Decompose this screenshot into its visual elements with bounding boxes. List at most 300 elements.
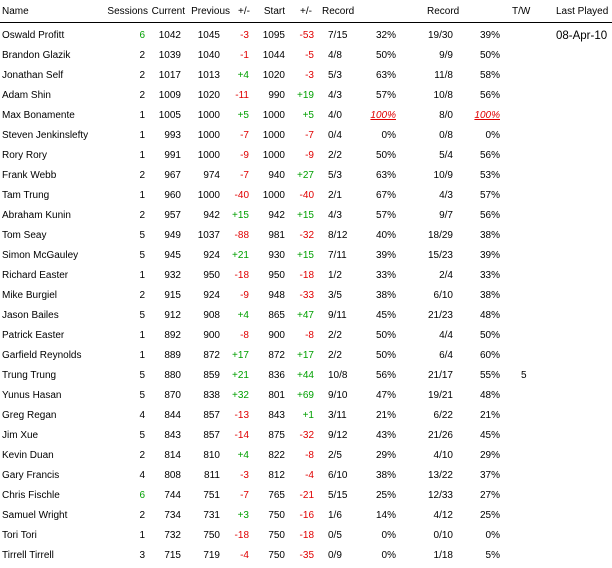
current-rating: 744 [164, 490, 181, 501]
start-rating: 765 [268, 490, 285, 501]
table-row [0, 146, 612, 166]
pct-recent: 63% [375, 170, 396, 181]
record-recent: 2/2 [328, 350, 342, 361]
last-played-date: 08-Apr-10 [556, 30, 608, 42]
diff-start: -53 [299, 30, 314, 41]
pct-total: 0% [485, 530, 500, 541]
record-total: 21/26 [427, 430, 453, 441]
pct-recent: 38% [375, 470, 396, 481]
current-rating: 945 [164, 250, 181, 261]
start-rating: 942 [268, 210, 285, 221]
diff-start: -40 [299, 190, 314, 201]
diff-start: -5 [305, 50, 314, 61]
pct-recent: 14% [375, 510, 396, 521]
previous-rating: 1000 [197, 110, 220, 121]
pct-recent: 0% [381, 530, 396, 541]
sessions-count: 2 [139, 50, 145, 61]
diff-start: -18 [299, 270, 314, 281]
tw-value [521, 86, 535, 106]
start-rating: 801 [268, 390, 285, 401]
diff-previous: -13 [234, 410, 249, 421]
table-row [0, 346, 612, 366]
pct-total: 56% [479, 210, 500, 221]
current-rating: 960 [164, 190, 181, 201]
record-recent: 1/2 [328, 270, 342, 281]
start-rating: 750 [268, 530, 285, 541]
diff-previous: +5 [237, 110, 249, 121]
pct-recent: 50% [375, 150, 396, 161]
table-row [0, 126, 612, 146]
current-rating: 949 [164, 230, 181, 241]
current-rating: 843 [164, 430, 181, 441]
previous-rating: 1037 [197, 230, 220, 241]
table-row [0, 66, 612, 86]
record-total: 8/0 [439, 110, 453, 121]
pct-total: 21% [479, 410, 500, 421]
previous-rating: 974 [203, 170, 220, 181]
current-rating: 1042 [158, 30, 181, 41]
table-row [0, 366, 612, 386]
sessions-count: 1 [139, 110, 145, 121]
record-recent: 9/12 [328, 430, 348, 441]
record-total: 6/22 [433, 410, 453, 421]
player-name: Jim Xue [2, 430, 39, 441]
diff-previous: +21 [232, 370, 249, 381]
pct-recent: 29% [375, 450, 396, 461]
header-record-1: Record [322, 6, 355, 17]
player-name: Yunus Hasan [2, 390, 62, 401]
pct-recent: 100% [370, 110, 396, 121]
start-rating: 822 [268, 450, 285, 461]
tw-value [521, 466, 535, 486]
tw-value [521, 106, 535, 126]
diff-start: +47 [297, 310, 314, 321]
pct-recent: 57% [375, 210, 396, 221]
diff-start: +5 [302, 110, 314, 121]
player-name: Abraham Kunin [2, 210, 71, 221]
record-recent: 2/2 [328, 150, 342, 161]
tw-value [521, 266, 535, 286]
record-recent: 9/11 [328, 310, 347, 321]
tw-value [521, 446, 535, 466]
record-total: 19/30 [427, 30, 453, 41]
tw-value [521, 246, 535, 266]
header-current: Current [151, 6, 185, 17]
record-recent: 1/6 [328, 510, 342, 521]
previous-rating: 1000 [197, 150, 220, 161]
pct-recent: 50% [375, 330, 396, 341]
record-total: 21/23 [427, 310, 453, 321]
sessions-count: 2 [139, 510, 145, 521]
record-total: 4/3 [439, 190, 453, 201]
previous-rating: 1013 [197, 70, 220, 81]
header-tw: T/W [512, 6, 531, 17]
record-recent: 2/5 [328, 450, 342, 461]
record-total: 9/9 [439, 50, 453, 61]
header-name: Name [2, 6, 29, 17]
start-rating: 1000 [262, 110, 285, 121]
pct-recent: 56% [375, 370, 396, 381]
player-name: Tori Tori [2, 530, 37, 541]
sessions-count: 2 [139, 450, 145, 461]
record-total: 10/9 [433, 170, 453, 181]
diff-start: -4 [305, 470, 314, 481]
table-row [0, 486, 612, 506]
current-rating: 892 [164, 330, 181, 341]
record-total: 21/17 [427, 370, 453, 381]
table-row [0, 386, 612, 406]
diff-start: +44 [297, 370, 314, 381]
start-rating: 1095 [262, 30, 285, 41]
diff-previous: +17 [232, 350, 249, 361]
diff-previous: -11 [235, 90, 249, 101]
record-recent: 3/5 [328, 290, 342, 301]
diff-start: -16 [299, 510, 314, 521]
record-recent: 4/8 [328, 50, 342, 61]
sessions-count: 2 [139, 210, 145, 221]
sessions-count: 5 [139, 390, 145, 401]
player-name: Patrick Easter [2, 330, 65, 341]
pct-total: 56% [479, 90, 500, 101]
start-rating: 940 [268, 170, 285, 181]
diff-previous: -40 [234, 190, 249, 201]
pct-recent: 25% [375, 490, 396, 501]
player-name: Richard Easter [2, 270, 69, 281]
record-recent: 0/4 [328, 130, 342, 141]
table-row [0, 166, 612, 186]
diff-previous: -7 [240, 170, 249, 181]
current-rating: 932 [164, 270, 181, 281]
start-rating: 1020 [262, 70, 285, 81]
diff-start: -18 [299, 530, 314, 541]
pct-recent: 32% [375, 30, 396, 41]
diff-previous: -3 [240, 470, 249, 481]
pct-total: 27% [479, 490, 500, 501]
sessions-count: 5 [139, 370, 145, 381]
diff-start: -3 [305, 70, 314, 81]
tw-value [521, 206, 535, 226]
previous-rating: 731 [203, 510, 220, 521]
previous-rating: 838 [203, 390, 220, 401]
table-row [0, 266, 612, 286]
table-row [0, 326, 612, 346]
table-row [0, 106, 612, 126]
pct-recent: 21% [375, 410, 396, 421]
previous-rating: 859 [203, 370, 220, 381]
player-name: Jason Bailes [2, 310, 59, 321]
record-total: 4/4 [439, 330, 453, 341]
record-recent: 6/10 [328, 470, 348, 481]
pct-total: 39% [479, 250, 500, 261]
current-rating: 732 [164, 530, 181, 541]
player-name: Kevin Duan [2, 450, 54, 461]
table-row [0, 306, 612, 326]
tw-value [521, 426, 535, 446]
current-rating: 915 [164, 290, 181, 301]
record-total: 12/33 [427, 490, 453, 501]
tw-value [521, 226, 535, 246]
pct-recent: 50% [375, 50, 396, 61]
pct-total: 33% [479, 270, 500, 281]
player-name: Tirrell Tirrell [2, 550, 54, 561]
diff-previous: +21 [232, 250, 249, 261]
pct-recent: 39% [375, 250, 396, 261]
sessions-count: 6 [139, 30, 145, 41]
record-recent: 4/0 [328, 110, 342, 121]
player-name: Gary Francis [2, 470, 60, 481]
pct-recent: 43% [375, 430, 396, 441]
record-recent: 2/2 [328, 330, 342, 341]
diff-start: -8 [305, 330, 314, 341]
diff-start: -7 [305, 130, 314, 141]
previous-rating: 857 [203, 410, 220, 421]
record-total: 11/8 [434, 70, 453, 81]
record-recent: 8/12 [328, 230, 348, 241]
record-recent: 2/1 [328, 190, 342, 201]
start-rating: 836 [268, 370, 285, 381]
player-name: Greg Regan [2, 410, 57, 421]
table-row [0, 546, 612, 566]
table-row [0, 506, 612, 526]
sessions-count: 5 [139, 310, 145, 321]
diff-previous: -18 [234, 270, 249, 281]
pct-total: 56% [479, 150, 500, 161]
previous-rating: 1000 [197, 190, 220, 201]
current-rating: 1017 [158, 70, 181, 81]
record-recent: 5/3 [328, 70, 342, 81]
diff-start: +15 [297, 250, 314, 261]
player-name: Jonathan Self [2, 70, 64, 81]
start-rating: 1000 [262, 130, 285, 141]
pct-recent: 40% [375, 230, 396, 241]
table-row [0, 46, 612, 66]
start-rating: 1000 [262, 190, 285, 201]
player-name: Rory Rory [2, 150, 48, 161]
previous-rating: 1000 [197, 130, 220, 141]
tw-value [521, 486, 535, 506]
diff-previous: -3 [240, 30, 249, 41]
pct-total: 29% [479, 450, 500, 461]
previous-rating: 872 [203, 350, 220, 361]
player-name: Brandon Glazik [2, 50, 71, 61]
start-rating: 981 [268, 230, 285, 241]
pct-recent: 57% [375, 90, 396, 101]
record-total: 5/4 [439, 150, 453, 161]
tw-value [521, 546, 535, 566]
record-total: 18/29 [427, 230, 453, 241]
current-rating: 912 [164, 310, 181, 321]
pct-total: 58% [479, 70, 500, 81]
tw-value [521, 306, 535, 326]
player-name: Trung Trung [2, 370, 57, 381]
record-total: 6/4 [439, 350, 453, 361]
record-recent: 4/3 [328, 90, 342, 101]
current-rating: 1009 [158, 90, 181, 101]
current-rating: 889 [164, 350, 181, 361]
sessions-count: 3 [139, 550, 145, 561]
record-total: 0/10 [433, 530, 453, 541]
previous-rating: 857 [203, 430, 220, 441]
record-total: 19/21 [427, 390, 453, 401]
current-rating: 808 [164, 470, 181, 481]
pct-total: 5% [485, 550, 500, 561]
sessions-count: 4 [139, 410, 145, 421]
sessions-count: 2 [139, 90, 145, 101]
pct-total: 38% [479, 290, 500, 301]
record-total: 13/22 [427, 470, 453, 481]
tw-value [521, 26, 535, 46]
current-rating: 814 [164, 450, 181, 461]
diff-start: +17 [297, 350, 314, 361]
tw-value [521, 286, 535, 306]
table-row [0, 26, 612, 46]
player-name: Samuel Wright [2, 510, 68, 521]
previous-rating: 810 [203, 450, 220, 461]
previous-rating: 950 [203, 270, 220, 281]
previous-rating: 750 [203, 530, 220, 541]
sessions-count: 2 [139, 70, 145, 81]
start-rating: 843 [268, 410, 285, 421]
diff-start: +19 [297, 90, 314, 101]
table-row [0, 226, 612, 246]
pct-recent: 0% [381, 130, 396, 141]
header-sessions: Sessions [107, 6, 148, 17]
start-rating: 750 [268, 550, 285, 561]
start-rating: 865 [268, 310, 285, 321]
sessions-count: 1 [139, 130, 145, 141]
start-rating: 812 [268, 470, 285, 481]
table-row [0, 206, 612, 226]
header-start: Start [263, 6, 285, 17]
previous-rating: 1040 [197, 50, 220, 61]
table-row [0, 246, 612, 266]
diff-previous: +4 [237, 70, 249, 81]
record-recent: 10/8 [328, 370, 348, 381]
current-rating: 734 [164, 510, 181, 521]
start-rating: 900 [268, 330, 285, 341]
record-total: 6/10 [433, 290, 453, 301]
sessions-count: 1 [139, 330, 145, 341]
tw-value [521, 186, 535, 206]
record-total: 4/12 [433, 510, 453, 521]
header-diff-start: +/- [300, 6, 312, 17]
record-recent: 9/10 [328, 390, 348, 401]
table-row [0, 186, 612, 206]
start-rating: 948 [268, 290, 285, 301]
diff-previous: -9 [240, 150, 249, 161]
pct-total: 53% [479, 170, 500, 181]
record-recent: 4/3 [328, 210, 342, 221]
current-rating: 715 [164, 550, 181, 561]
player-name: Oswald Profitt [2, 30, 65, 41]
tw-value [521, 526, 535, 546]
record-recent: 3/11 [328, 410, 347, 421]
record-total: 1/18 [433, 550, 453, 561]
pct-recent: 33% [375, 270, 396, 281]
start-rating: 875 [268, 430, 285, 441]
pct-total: 45% [479, 430, 500, 441]
player-name: Max Bonamente [2, 110, 75, 121]
start-rating: 750 [268, 510, 285, 521]
current-rating: 957 [164, 210, 181, 221]
diff-previous: -9 [240, 290, 249, 301]
diff-start: +1 [302, 410, 314, 421]
record-recent: 5/3 [328, 170, 342, 181]
record-recent: 0/5 [328, 530, 342, 541]
tw-value: 5 [521, 370, 527, 381]
current-rating: 1005 [158, 110, 181, 121]
diff-start: +69 [297, 390, 314, 401]
pct-total: 50% [479, 50, 500, 61]
diff-start: -21 [299, 490, 314, 501]
pct-total: 0% [485, 130, 500, 141]
current-rating: 1039 [158, 50, 181, 61]
pct-total: 39% [479, 30, 500, 41]
pct-total: 100% [474, 110, 500, 121]
diff-previous: -7 [240, 490, 249, 501]
diff-start: +15 [297, 210, 314, 221]
header-previous: Previous [191, 6, 230, 17]
tw-value [521, 326, 535, 346]
record-total: 15/23 [427, 250, 453, 261]
sessions-count: 1 [139, 150, 145, 161]
start-rating: 930 [268, 250, 285, 261]
diff-previous: -1 [240, 50, 249, 61]
player-name: Frank Webb [2, 170, 57, 181]
pct-recent: 50% [375, 350, 396, 361]
record-total: 2/4 [439, 270, 453, 281]
player-name: Tom Seay [2, 230, 47, 241]
diff-previous: +15 [232, 210, 249, 221]
table-row [0, 466, 612, 486]
diff-start: +27 [297, 170, 314, 181]
table-row [0, 406, 612, 426]
record-total: 4/10 [433, 450, 453, 461]
current-rating: 991 [164, 150, 181, 161]
pct-total: 48% [479, 390, 500, 401]
record-recent: 0/9 [328, 550, 342, 561]
header-row [0, 2, 612, 23]
start-rating: 1044 [262, 50, 285, 61]
record-total: 9/7 [439, 210, 453, 221]
pct-total: 50% [479, 330, 500, 341]
tw-value [521, 66, 535, 86]
player-name: Mike Burgiel [2, 290, 58, 301]
current-rating: 844 [164, 410, 181, 421]
current-rating: 967 [164, 170, 181, 181]
header-last-played: Last Played [556, 6, 609, 17]
tw-value [521, 46, 535, 66]
header-diff-previous: +/- [238, 6, 250, 17]
player-name: Steven Jenkinslefty [2, 130, 89, 141]
sessions-count: 4 [139, 470, 145, 481]
diff-previous: -4 [240, 550, 249, 561]
previous-rating: 811 [204, 470, 220, 481]
previous-rating: 900 [203, 330, 220, 341]
record-recent: 5/15 [328, 490, 348, 501]
diff-start: -33 [299, 290, 314, 301]
diff-start: -8 [305, 450, 314, 461]
pct-recent: 63% [375, 70, 396, 81]
current-rating: 880 [164, 370, 181, 381]
pct-total: 48% [479, 310, 500, 321]
tw-value [521, 126, 535, 146]
player-name: Chris Fischle [2, 490, 60, 501]
diff-previous: +32 [232, 390, 249, 401]
previous-rating: 924 [203, 250, 220, 261]
table-row [0, 526, 612, 546]
sessions-count: 2 [139, 170, 145, 181]
